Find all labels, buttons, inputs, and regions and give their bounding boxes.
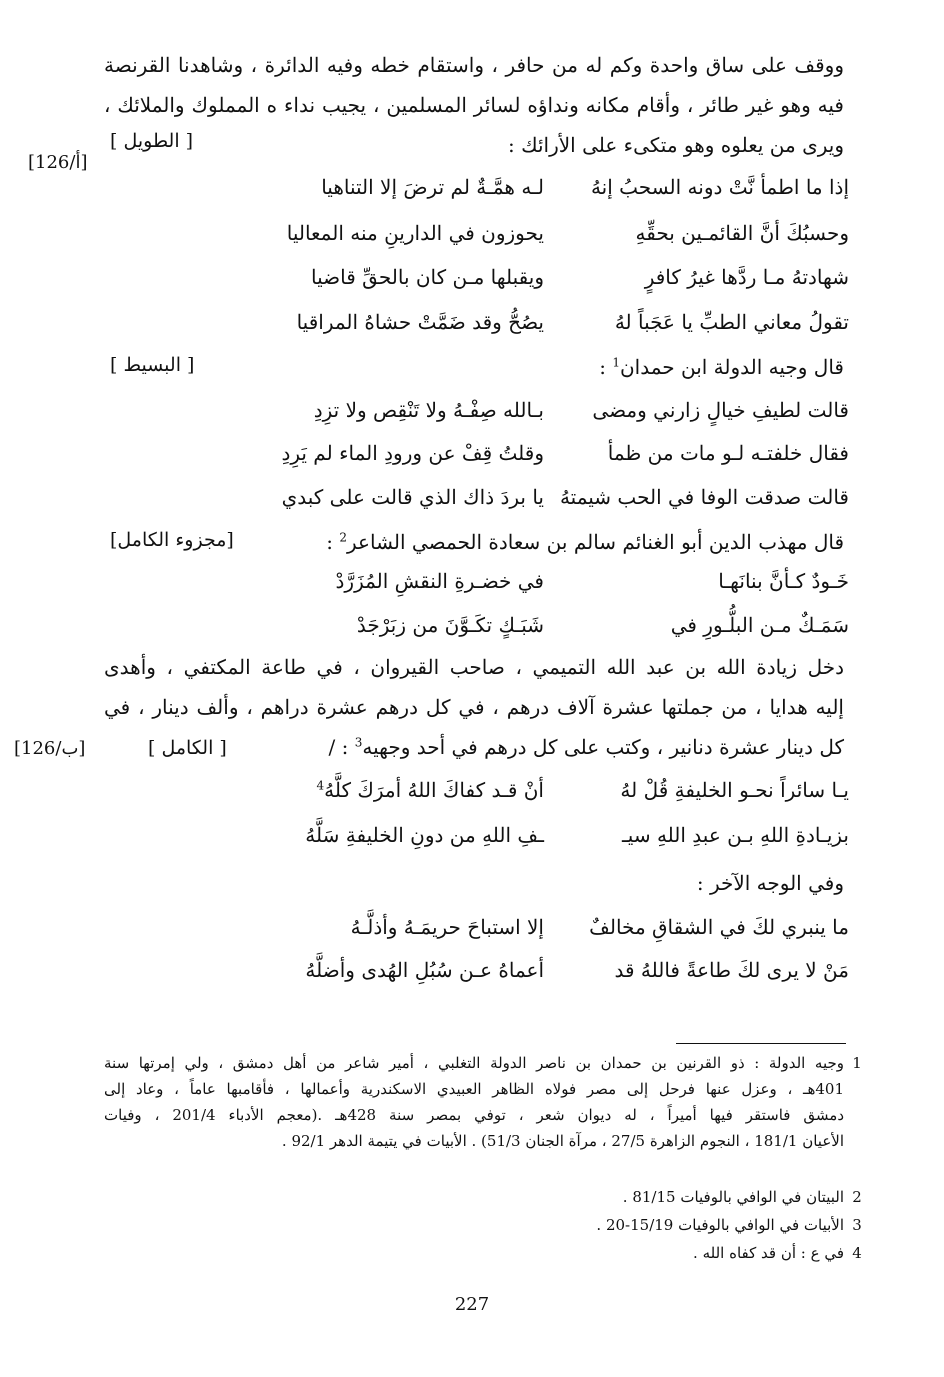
meter-label: [ الطويل ] [110,130,194,152]
verse-second-hemistich: في خضـرةِ النقشِ المُزَرَّدْ [335,569,544,593]
verse-second-hemistich: شَبَـكٍ تكَـوَّنَ من زبَرْجَدْ [356,613,544,637]
footnote-line: الأبيات في الوافي بالوفيات 15/19-20 . [596,1216,844,1234]
verse-second-hemistich: إلا استباحَ حريمَـهُ وأذلَّـهُ [350,915,544,939]
verse-first-hemistich: فقال خلفتـه لـو مات من ظمأ [607,441,849,465]
paragraph-line: إليه هدايا ، من جملتها عشرة آلاف درهم ، في كل درهم عشرة دراهم ، وألف دينار ، في [104,695,844,719]
footnote-ref: 2 [339,530,348,545]
verse-first-hemistich: تقولُ معاني الطبِّ يا عَجَباً لهُ [614,310,849,334]
footnote-number: 1 [852,1054,862,1072]
footnote-ref: 4 [316,778,325,793]
verse-first-hemistich: بزيـادةِ اللهِ بـن عبدِ اللهِ سيـ [621,823,849,847]
poem-intro [326,527,844,557]
footnote-number: 4 [852,1244,862,1262]
meter-label: [ الكامل ] [148,737,227,759]
verse-second-hemistich: بـالله صِفْـهُ ولا تَنْقِص ولا تزِدِ [313,398,544,422]
verse-first-hemistich: قالت صدقت الوفا في الحب شيمتهُ [559,485,849,509]
paragraph-line: ويرى من يعلوه وهو متكىء على الأرائك : [508,133,844,157]
footnote-line: دمشق فاستقر فيها أميراً ، له ديوان شعر ، توفي بمصر سنة 428هـ .(معجم الأدباء 201/4 ، وفيات [104,1106,844,1124]
verse-first-hemistich: قالت لطيفِ خيالٍ زارني ومضى [592,398,849,422]
paragraph-text: كل دينار عشرة دنانير ، وكتب على كل درهم في أحد وجهيه [362,735,844,759]
footnote-separator [676,1043,846,1044]
paragraph-line: ووقف على ساق واحدة وكم له من حافر ، واستقام خطه وفيه الدائرة ، وشاهدنا القرنصة [104,53,844,77]
paragraph-line [329,732,844,762]
poem-intro-colon: : [599,355,613,379]
verse-second-hemistich: ـفِ اللهِ من دونِ الخليفةِ سَلَّهُ [305,823,544,847]
poem-intro-text: قال وجيه الدولة ابن حمدان [619,355,844,379]
poem-intro-text: قال مهذب الدين أبو الغنائم سالم بن سعادة الحمصي الشاعر [347,530,844,554]
footnote-number: 2 [852,1188,862,1206]
verse-second-hemistich: لـه همَّـةٌ لم ترضَ إلا التناهيا [321,175,544,199]
verse-first-hemistich: يـا سائراً نحـو الخليفةِ قُلْ لهُ [620,778,849,802]
verse-first-hemistich: إذا ما اطمأ نَّتْ دونه السحبُ إنهُ [590,175,849,199]
footnote-line: 401هـ ، وعزل عنها فرحل إلى مصر فولاه الظاهر العبيدي الاسكندرية وأعمالها ، فأقامبها عاماً ، وعاد إلى [104,1080,844,1098]
paragraph-end-mark: : / [328,735,355,759]
footnote-ref: 1 [612,355,620,370]
meter-label: [ البسيط ] [110,354,195,376]
verse-first-hemistich: ما ينبري لكَ في الشقاقِ مخالفٌ [589,915,849,939]
footnote-line: في ع : أن قد كفاه الله . [693,1244,844,1262]
verse-first-hemistich: خَـودٌ كـأنَّ بنانَهـا [718,569,849,593]
poem-intro-colon: : [326,530,340,554]
verse-second-hemistich: يحوزون في الدارينِ منه المعاليا [286,221,544,245]
verse-second-hemistich: يصُحُّ وقد ضَمَّتْ حشاهُ المراقيا [296,310,544,334]
meter-label: [مجزوء الكامل] [110,529,234,551]
footnote [104,1050,862,1154]
footnote [104,1212,862,1238]
footnote-line: الأعيان 181/1 ، النجوم الزاهرة 27/5 ، مرآة الجنان 51/3) . الأبيات في يتيمة الدهر 92/1 . [281,1132,844,1150]
footnote-number: 3 [852,1216,862,1234]
folio-marker: [126/ب] [14,738,86,759]
verse-second-hemistich: أعماهُ عـن سُبُلِ الهُدى وأضلَّهُ [305,958,544,982]
verse-first-hemistich: مَنْ لا يرى لكَ طاعةً فاللهُ قد [614,958,849,982]
poem-intro [599,352,844,382]
verse-second-hemistich [204,775,544,805]
verse-text: أنْ قـد كفاكَ اللهُ أمرَكَ كلَّهُ [324,778,544,802]
footnote-line: البيتان في الوافي بالوفيات 81/15 . [622,1188,844,1206]
verse-second-hemistich: يا بردَ ذاك الذي قالت على كبدي [281,485,544,509]
paragraph-line: فيه وهو غير طائر ، وأقام مكانه ونداؤه لسائر المسلمين ، يجيب نداء ه المملوك والملائك ، [104,93,844,117]
page-number: 227 [454,1294,490,1315]
footnote [104,1184,862,1210]
paragraph-line: دخل زيادة الله بن عبد الله التميمي ، صاحب القيروان ، في طاعة المكتفي ، وأهدى [104,655,844,679]
footnote-ref: 3 [354,735,363,750]
verse-second-hemistich: ويقبلها مـن كان بالحقِّ قاضيا [311,265,544,289]
poem-intro: وفي الوجه الآخر : [696,871,844,895]
footnote-line: وجيه الدولة : ذو القرنين بن حمدان بن ناصر الدولة التغلبي ، أمير شاعر من أهل دمشق ، ولي إمرتها سنة [104,1054,844,1072]
folio-marker: [126/أ] [28,152,88,173]
verse-second-hemistich: وقلتُ قِفْ عن ورودِ الماء لم يَرِدِ [281,441,544,465]
footnote [104,1240,862,1266]
verse-first-hemistich: وحسبُكَ أنَّ القائمـين بحقِّهِ [635,221,849,245]
verse-first-hemistich: شهادتهُ مـا ردَّها غيرُ كافرٍ [644,265,849,289]
verse-first-hemistich: سَمَـكٌ مـن البلُّـورِ في [670,613,849,637]
